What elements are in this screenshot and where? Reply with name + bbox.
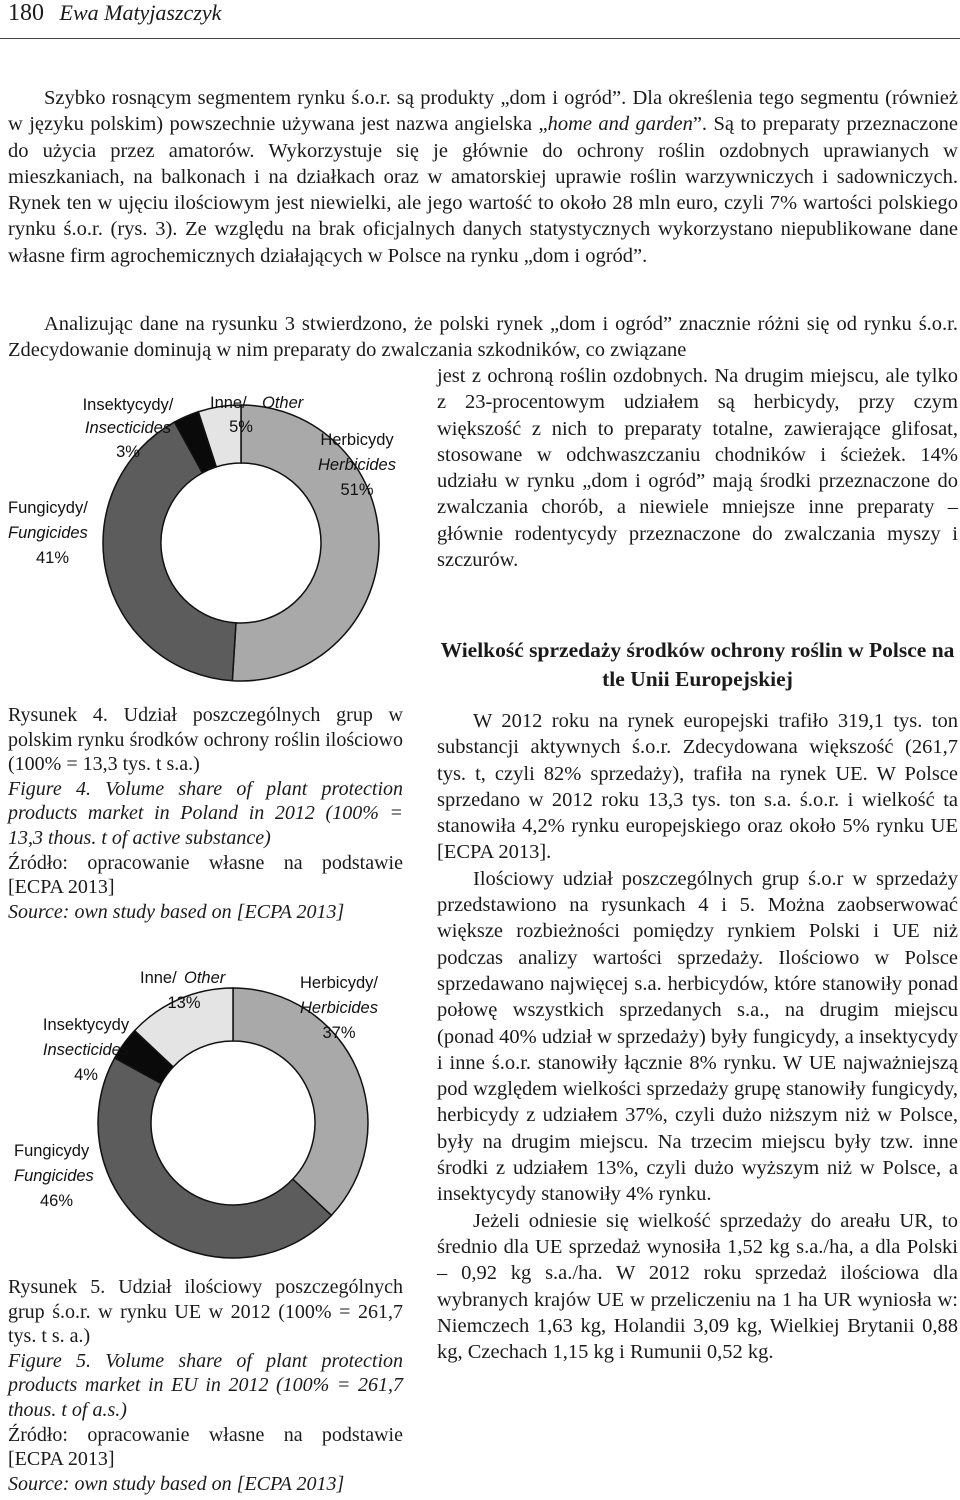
fig5-label-other-en: Other	[184, 969, 226, 987]
intro-p2-text: Analizując dane na rysunku 3 stwierdzono, że polski rynek „dom i ogród” znacznie różni się od rynku ś.o.r. Zdecydowanie dominują w nim preparaty do zwalczania szkodników, co związane	[8, 313, 958, 362]
intro-p1-italic: home and garden	[547, 113, 693, 136]
fig4-label-fungicides-en: Fungicides	[8, 524, 88, 542]
fig4-label-herbicides-pct: 51%	[340, 481, 374, 499]
page-number: 180	[8, 0, 44, 26]
running-author: Ewa Matyjaszczyk	[59, 0, 222, 25]
intro-paragraph-2	[8, 311, 958, 364]
fig5-label-insecticides-pl: Insektycydy	[42, 1016, 130, 1034]
fig5-label-fungicides-pl: Fungicydy	[14, 1142, 90, 1160]
fig4-label-other-pl: Inne/	[210, 394, 247, 412]
fig4-label-herbicides-pl: Herbicydy	[320, 431, 394, 449]
section-heading: Wielkość sprzedaży środków ochrony roślin w Polsce na tle Unii Europejskiej	[440, 638, 955, 691]
fig4-label-other-en: Other	[262, 394, 304, 412]
right-column-body	[437, 708, 958, 1365]
figure-5-donut-chart	[0, 960, 430, 1272]
p2-continuation: jest z ochroną roślin ozdobnych. Na drugim miejscu, ale tylko z 23-procentowym udziałem są herbicydy, przy czym większość z nich to preparaty totalne, zawierające glifosat, stosowane w odchwaszczaniu chodników i ścieżek. 14% udziału w rynku „dom i ogród” mają środki przeznaczone do zwalczania chorób, a niewiele mniejsze inne preparaty – głównie rodentycydy przeznaczone do zwalczania myszy i szczurów.	[437, 365, 958, 572]
donut-slice-fungicydy	[98, 1058, 331, 1258]
fig4-label-fungicides-pl: Fungicydy/	[8, 499, 88, 517]
fig4-label-insecticides-en: Insecticides	[84, 419, 172, 437]
intro-paragraph-1	[8, 85, 958, 269]
fig4-label-fungicides	[8, 499, 88, 567]
paragraph-share	[437, 866, 958, 1208]
fig5-label-insecticides-en: Insecticides	[42, 1041, 130, 1059]
paragraph-ecpa-text: W 2012 roku na rynek europejski trafiło 319,1 tys. ton substancji aktywnych ś.o.r. Zdecydowana większość (261,7 tys. t, czyli 82% sprzedaży), trafiła na rynek UE. W Polsce sprzedano w 2012 roku 13,3 tys. ton s.a. ś.o.r. i wielkość ta stanowiła 4,2% rynku europejskiego oraz około 5% rynku UE [ECPA 2013].	[437, 710, 958, 864]
figure-5-source-pl: Źródło: opracowanie własne na podstawie [ECPA 2013]	[8, 1423, 403, 1471]
donut-slice-herbicydy	[233, 988, 368, 1215]
figure-4-caption-en: Figure 4. Volume share of plant protection products market in Poland in 2012 (100% = 13,3 thous. t of active substance)	[8, 777, 403, 849]
fig5-label-herbicides-pl: Herbicydy/	[300, 974, 378, 992]
figure-4-source-en: Source: own study based on [ECPA 2013]	[8, 900, 345, 923]
header-rule	[0, 38, 960, 39]
right-column-continuation	[437, 363, 958, 573]
paragraph-area-text: Jeżeli odniesie się wielkość sprzedaży do areału UR, to średnio dla UE sprzedaż wynosiła 1,52 kg s.a./ha, a dla Polski – 0,92 kg s.a./ha. W 2012 roku sprzedaż ilościowa dla wybranych krajów UE w przeliczeniu na 1 ha UR wyniosła w: Niemczech 1,63 kg, Holandii 3,09 kg, Wielkiej Brytanii 0,88 kg, Czechach 1,15 kg i Rumunii 0,52 kg.	[437, 1209, 958, 1364]
fig4-label-fungicides-pct: 41%	[36, 549, 70, 567]
fig5-label-herbicides-pct: 37%	[322, 1024, 356, 1042]
fig5-label-insecticides-pct: 4%	[74, 1066, 98, 1084]
figure-5-caption	[8, 1275, 403, 1496]
figure-5-source-en: Source: own study based on [ECPA 2013]	[8, 1472, 345, 1495]
figure-4-caption	[8, 703, 403, 924]
intro-p1-text-a: Szybko rosnącym segmentem rynku ś.o.r. są produkty „dom i ogród”. Dla określenia tego segmentu (również w języku polskim) powszechnie używana jest nazwa angielska „	[8, 87, 958, 136]
paragraph-ecpa	[437, 708, 958, 866]
running-header	[8, 0, 221, 27]
figure-5-caption-pl: Rysunek 5. Udział ilościowy poszczególnych grup ś.o.r. w rynku UE w 2012 (100% = 261,7 tys. t s. a.)	[8, 1276, 403, 1348]
paragraph-share-text: Ilościowy udział poszczególnych grup ś.o.r w sprzedaży przedstawiono na rysunkach 4 i 5. Można zaobserwować większe rozbieżności pomiędzy rynkiem Polski i UE niż podczas analizy wartości sprzedaży. Ilościowo w Polsce sprzedawano najwięcej s.a. herbicydów, które stanowiły ponad połowę wszystkich sprzedanych s.a., na drugim miejscu (ponad 40% udział w sprzedaży) były fungicydy, a insektycydy i inne ś.o.r. stanowiły łącznie 8% rynku. W UE najważniejszą pod względem wielkości sprzedaży grupę stanowiły fungicydy, herbicydy z udziałem 37%, czyli dużo niższym niż w Polsce, były na drugim miejscu. Na trzecim miejscu były tzw. inne środki z udziałem 13%, czyli dużo wyższym niż w Polsce, a insektycydy stanowiły 4% rynku.	[437, 867, 958, 1206]
fig5-label-fungicides-en: Fungicides	[14, 1167, 94, 1185]
fig5-label-herbicides-en: Herbicides	[300, 999, 378, 1017]
figure-5-caption-en: Figure 5. Volume share of plant protection products market in EU in 2012 (100% = 261,7 thous. t of a.s.)	[8, 1349, 403, 1421]
figure-4-caption-pl: Rysunek 4. Udział poszczególnych grup w polskim rynku środków ochrony roślin ilościowo (100% = 13,3 tys. t s.a.)	[8, 704, 403, 776]
fig4-label-insecticides-pct: 3%	[116, 443, 140, 461]
fig5-label-fungicides	[14, 1142, 94, 1210]
fig5-label-other-pl: Inne/	[140, 969, 177, 987]
fig4-label-insecticides-pl: Insektycydy/	[82, 396, 174, 414]
figure-4-source-pl: Źródło: opracowanie własne na podstawie [ECPA 2013]	[8, 851, 403, 899]
intro-p1-text-b: ”. Są to preparaty przeznaczone do użycia przez amatorów. Wykorzystuje się je głównie do ochrony roślin ozdobnych uprawianych w mieszkaniach, na balkonach i na działkach oraz w amatorskiej uprawie roślin warzywniczych i sadowniczych. Rynek ten w ujęciu ilościowym jest niewielki, ale jego wartość to około 28 mln euro, czyli 7% wartości polskiego rynku ś.o.r. (rys. 3). Ze względu na brak oficjalnych danych statystycznych wykorzystano niepublikowane dane własne firm agrochemicznych działających w Polsce na rynku „dom i ogród”.	[8, 113, 958, 267]
fig5-label-fungicides-pct: 46%	[40, 1192, 74, 1210]
figure-4-donut-chart	[0, 385, 430, 695]
fig4-label-other-pct: 5%	[229, 418, 253, 436]
paragraph-area	[437, 1208, 958, 1366]
fig5-label-other-pct: 13%	[167, 994, 201, 1012]
fig4-label-herbicides-en: Herbicides	[318, 456, 396, 474]
